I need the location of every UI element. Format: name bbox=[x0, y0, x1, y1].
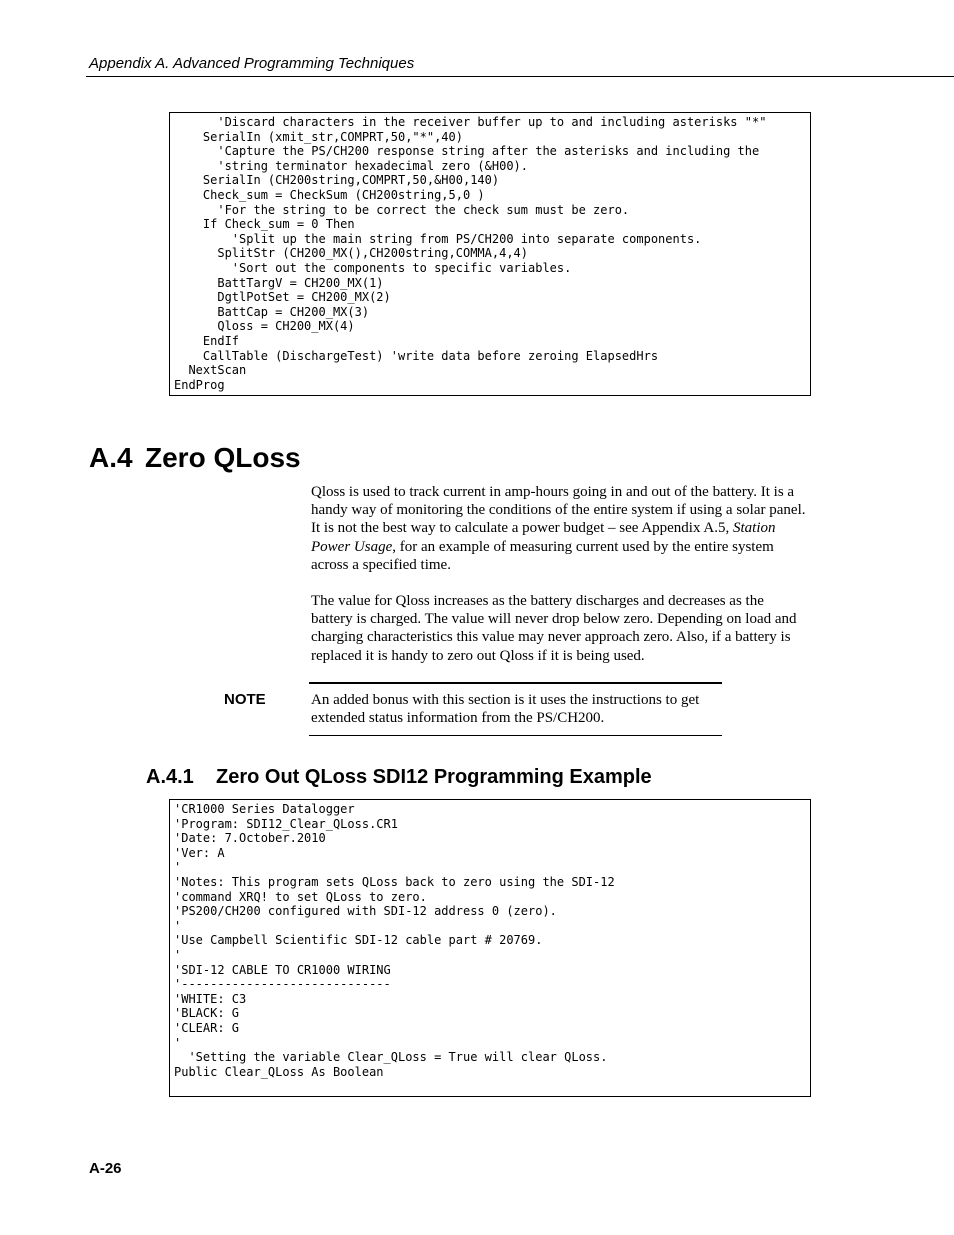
paragraph-qloss-behavior: The value for Qloss increases as the battery discharges and decreases as the battery is charged. The value will never drop below zero. Depending on load and charging characteristics this value may never approach zero. Also, if a battery is replaced it is handy to zero out Qloss if it is being used. bbox=[311, 593, 797, 664]
subsection-title: Zero Out QLoss SDI12 Programming Example bbox=[216, 766, 652, 788]
subsection-number: A.4.1 bbox=[146, 766, 194, 788]
section-heading bbox=[89, 440, 301, 476]
cross-reference: Station Power Usage bbox=[311, 520, 776, 555]
note-bottom-rule bbox=[309, 735, 722, 736]
note-label: NOTE bbox=[224, 691, 266, 708]
paragraph-qloss-intro bbox=[311, 483, 809, 574]
section-number: A.4 bbox=[89, 442, 133, 473]
code-block-continued bbox=[169, 112, 811, 396]
note-text: An added bonus with this section is it uses the instructions to get extended status information from the PS/CH200. bbox=[311, 692, 700, 727]
running-header: Appendix A. Advanced Programming Techniques bbox=[89, 55, 415, 72]
code-text: 'Discard characters in the receiver buffer up to and including asterisks "*" SerialIn (xmit_str,COMPRT,50,"*",40) 'Capture the PS/CH200 response string after the asterisks and including the 'string terminator hexadecimal zero (&H00). SerialIn (CH200string,COMPRT,50,&H00,140) Check_sum = CheckSum (CH200string,5,0 ) 'For the string to be correct the check sum must be zero. If Check_sum = 0 Then 'Split up the main string from PS/CH200 into separate components. SplitStr (CH200_MX(),CH200string,COMMA,4,4) 'Sort out the components to specific variables. BattTargV = CH200_MX(1) DgtlPotSet = CH200_MX(2) BattCap = CH200_MX(3) Qloss = CH200_MX(4) EndIf CallTable (DischargeTest) 'write data before zeroing ElapsedHrs NextScan EndProg bbox=[174, 115, 767, 392]
code-text: 'CR1000 Series Datalogger 'Program: SDI12_Clear_QLoss.CR1 'Date: 7.October.2010 'Ver: A ' 'Notes: This program sets QLoss back to zero using the SDI-12 'command XRQ! to set QLoss to zero. 'PS200/CH200 configured with SDI-12 address 0 (zero). ' 'Use Campbell Scientific SDI-12 cable part # 20769. ' 'SDI-12 CABLE TO CR1000 WIRING '----------------------------- 'WHITE: C3 'BLACK: G 'CLEAR: G ' 'Setting the variable Clear_QLoss = True will clear QLoss. Public Clear_QLoss As Boolean bbox=[174, 802, 615, 1079]
subsection-heading bbox=[146, 764, 652, 790]
paragraph-text: , for an example of measuring current used by the entire system across a specified time. bbox=[311, 538, 774, 573]
code-block-sdi12-example bbox=[169, 799, 811, 1097]
note-top-rule bbox=[309, 682, 722, 684]
section-title: Zero QLoss bbox=[145, 442, 301, 473]
page-number: A-26 bbox=[89, 1160, 122, 1177]
header-rule bbox=[86, 76, 954, 77]
paragraph-text: Qloss is used to track current in amp-hours going in and out of the battery. It is a handy way of monitoring the conditions of the entire system if using a solar panel. It is not the best way to calculate a power budget – see Appendix A.5, bbox=[311, 484, 806, 537]
